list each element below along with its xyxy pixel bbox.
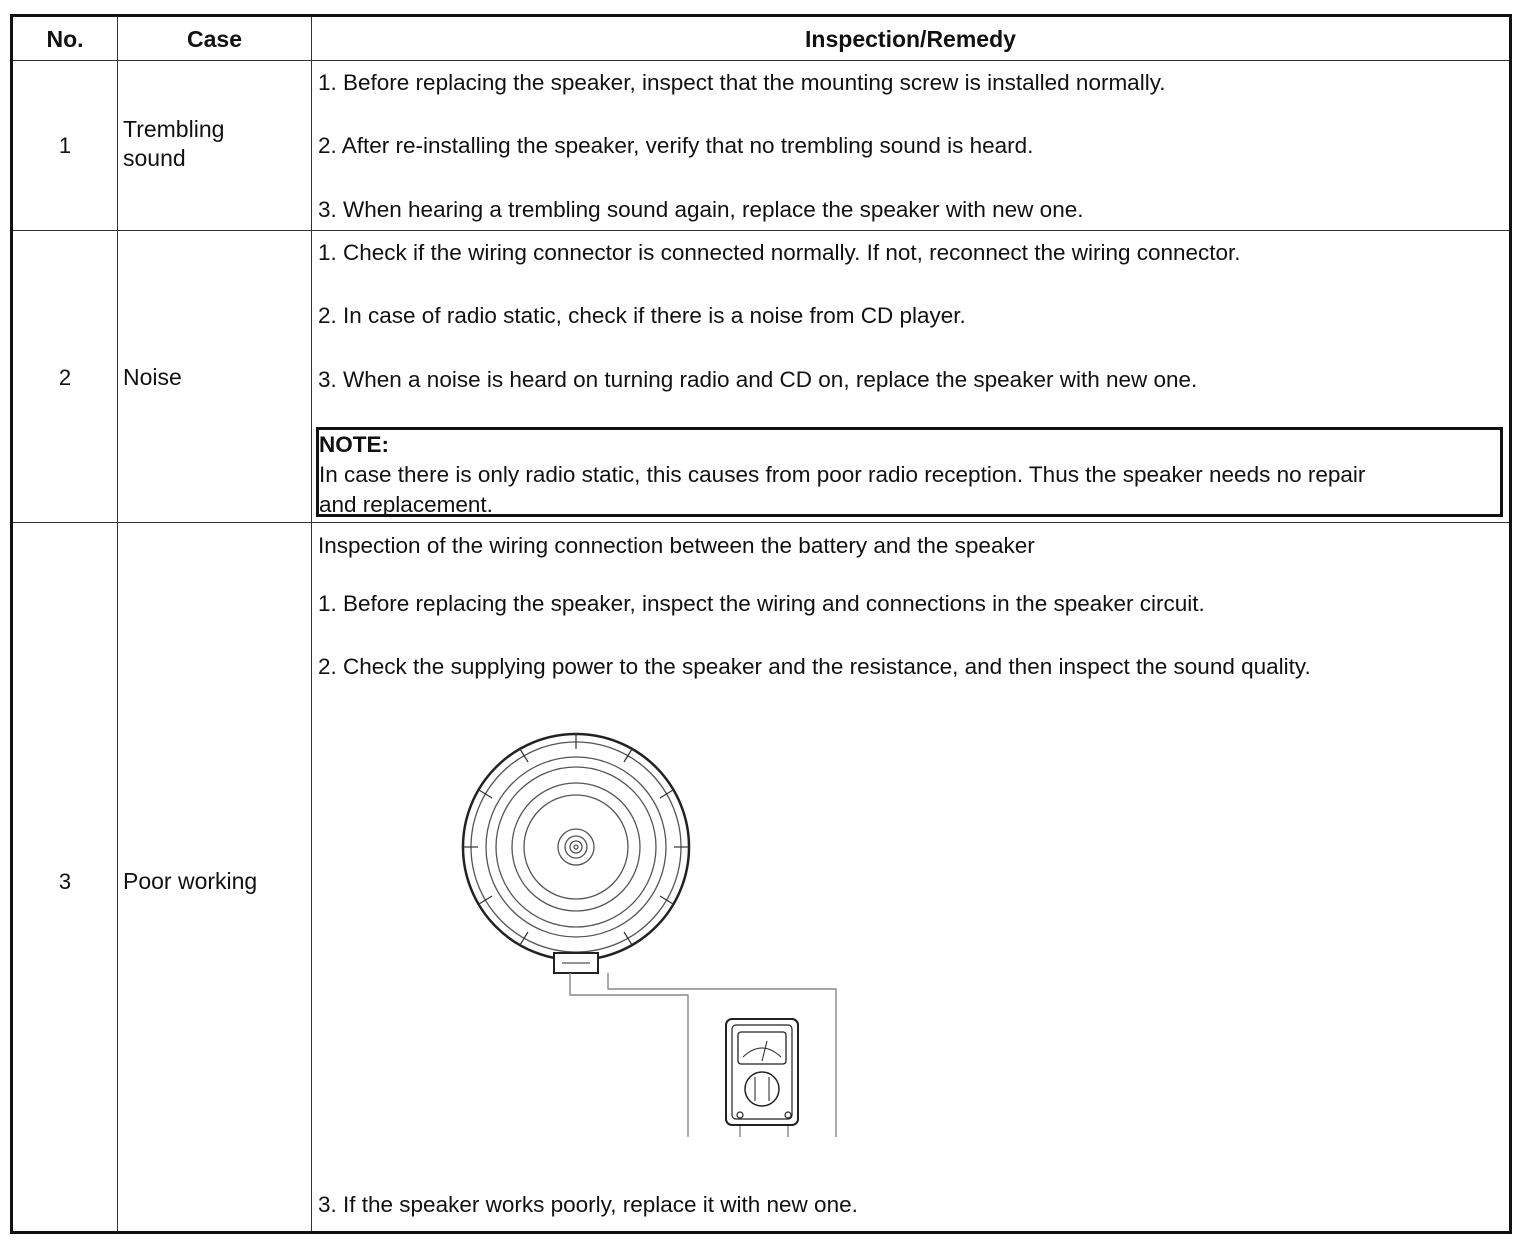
- row-2-step-3: 3. When a noise is heard on turning radio and CD on, replace the speaker with new one.: [318, 367, 1198, 392]
- speaker-multimeter-diagram: [458, 727, 848, 1137]
- inspection-table: [10, 14, 1512, 1234]
- note-title: NOTE:: [319, 432, 389, 457]
- row-1-case: [123, 115, 224, 173]
- speaker-drawing: [463, 734, 689, 973]
- column-divider: [117, 17, 118, 1231]
- column-divider: [311, 17, 312, 1231]
- row-1-case-line1: Trembling: [123, 116, 225, 142]
- row-3-intro: Inspection of the wiring connection between the battery and the speaker: [318, 533, 1035, 558]
- row-2-step-1: 1. Check if the wiring connector is connected normally. If not, reconnect the wiring connector.: [318, 240, 1241, 265]
- row-3-number: 3: [58, 869, 72, 894]
- row-1-case-line2: sound: [123, 145, 186, 171]
- row-1-step-2: 2. After re-installing the speaker, verify that no trembling sound is heard.: [318, 133, 1034, 158]
- row-divider: [13, 230, 1509, 231]
- row-3-step-1: 1. Before replacing the speaker, inspect the wiring and connections in the speaker circuit.: [318, 591, 1205, 616]
- row-divider: [13, 522, 1509, 523]
- header-remedy: Inspection/Remedy: [805, 25, 1016, 52]
- note-box: [316, 427, 1503, 517]
- row-3-case: Poor working: [123, 868, 258, 894]
- header-case: Case: [187, 25, 242, 52]
- row-2-number: 2: [58, 365, 72, 390]
- row-1-step-3: 3. When hearing a trembling sound again, replace the speaker with new one.: [318, 197, 1084, 222]
- note-line-1: In case there is only radio static, this causes from poor radio reception. Thus the speaker needs no repair: [319, 462, 1366, 487]
- header-no: No.: [46, 25, 84, 52]
- row-2-case: Noise: [123, 364, 182, 390]
- row-3-step-3: 3. If the speaker works poorly, replace it with new one.: [318, 1192, 858, 1217]
- row-3-step-2: 2. Check the supplying power to the speaker and the resistance, and then inspect the sound quality.: [318, 654, 1311, 679]
- note-line-2: and replacement.: [319, 492, 493, 517]
- multimeter-icon: [726, 1019, 798, 1125]
- row-1-step-1: 1. Before replacing the speaker, inspect that the mounting screw is installed normally.: [318, 70, 1166, 95]
- row-2-step-2: 2. In case of radio static, check if there is a noise from CD player.: [318, 303, 966, 328]
- row-1-number: 1: [58, 133, 72, 158]
